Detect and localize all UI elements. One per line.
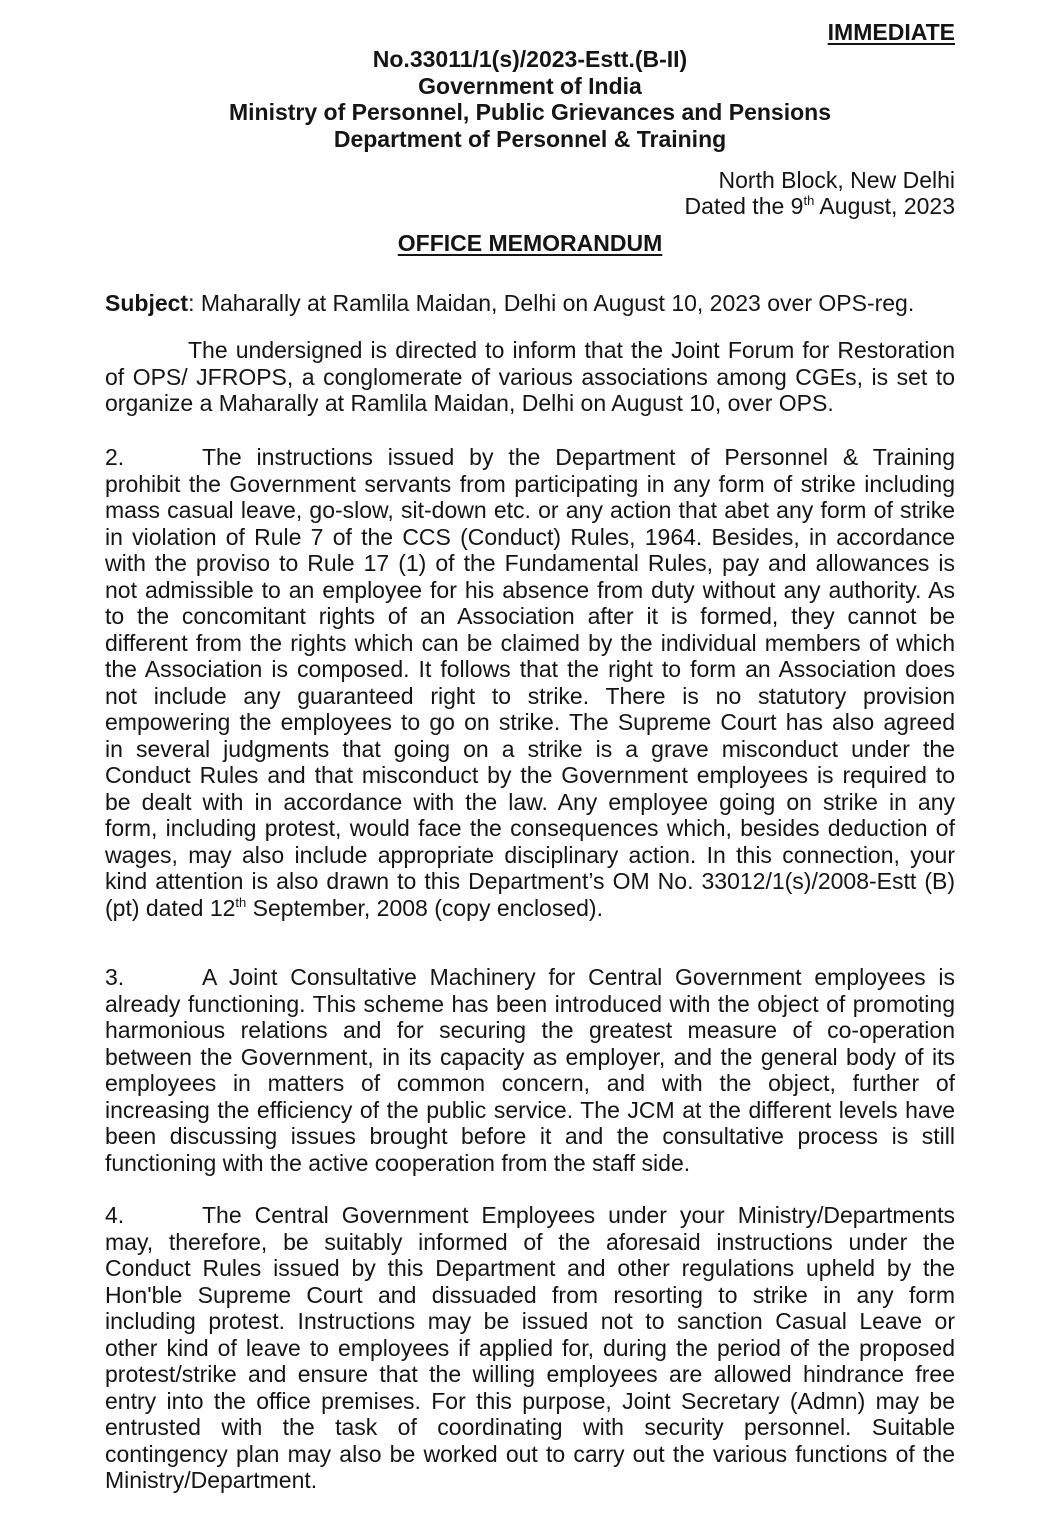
paragraph-line: contingency plan may also be worked out to carry out the various functions of the	[105, 1440, 955, 1467]
paragraph-line-text: The Central Government Employees under your Ministry/Departments	[202, 1202, 955, 1228]
paragraph-line: entry into the office premises. For this purpose, Joint Secretary (Admn) may be	[105, 1387, 955, 1414]
paragraph-line: in several judgments that going on a strike is a grave misconduct under the	[105, 735, 955, 762]
line-text: (pt) dated 12	[105, 894, 236, 921]
paragraph-line: increasing the efficiency of the public service. The JCM at the different levels have	[105, 1096, 955, 1123]
paragraph-line: the Association is composed. It follows that the right to form an Association does	[105, 656, 955, 682]
paragraph-line: with the proviso to Rule 17 (1) of the Fundamental Rules, pay and allowances is	[105, 550, 955, 576]
paragraph-line-text: A Joint Consultative Machinery for Central Government employees is	[202, 964, 955, 990]
paragraph-line-text: The instructions issued by the Department of Personnel & Training	[202, 444, 955, 470]
paragraph-line: Conduct Rules and that misconduct by the Government employees is required to	[105, 762, 955, 788]
paragraph-line: Conduct Rules issued by this Department and other regulations upheld by the	[105, 1255, 955, 1281]
paragraph-2	[105, 444, 955, 921]
paragraph-line: mass casual leave, go-slow, sit-down etc. or any action that abet any form of strike	[105, 497, 955, 523]
memo-title-line	[105, 230, 955, 257]
paragraph-line: may, therefore, be suitably informed of the aforesaid instructions under the	[105, 1228, 955, 1255]
government-name: Government of India	[418, 72, 642, 99]
paragraph-line: form, including protest, would face the consequences which, besides deduction of	[105, 815, 955, 841]
paragraph-line: kind attention is also drawn to this Department’s OM No. 33012/1(s)/2008-Estt (B)	[105, 868, 955, 894]
paragraph-line: functioning with the active cooperation from the staff side.	[105, 1149, 691, 1176]
memo-title: OFFICE MEMORANDUM	[397, 230, 663, 256]
line-text: September, 2008 (copy enclosed).	[246, 894, 603, 921]
paragraph-line: be dealt with in accordance with the law. Any employee going on strike in any	[105, 788, 955, 815]
memo-subject	[105, 290, 955, 317]
paragraph-line: not include any guaranteed right to strike. There is no statutory provision	[105, 682, 955, 709]
paragraph-line: to the concomitant rights of an Association after it is formed, they cannot be	[105, 603, 955, 629]
paragraph-line: different from the rights which can be claimed by the individual members of which	[105, 629, 955, 656]
paragraph-line: in violation of Rule 7 of the CCS (Conduct) Rules, 1964. Besides, in accordance	[105, 523, 955, 550]
issue-date-ordinal: th	[803, 193, 815, 208]
paragraph-line: already functioning. This scheme has been introduced with the object of promoting	[105, 990, 955, 1017]
subject-label: Subject	[105, 290, 189, 316]
ministry-name: Ministry of Personnel, Public Grievances and Pensions	[228, 99, 831, 126]
paragraph-line	[105, 964, 955, 991]
memo-title-row	[105, 230, 955, 257]
paragraph-line: of OPS/ JFROPS, a conglomerate of various associations among CGEs, is set to	[105, 363, 955, 390]
paragraph-line: entrusted with the task of coordinating with security personnel. Suitable	[105, 1414, 955, 1440]
paragraph-line	[105, 1202, 955, 1229]
paragraph-line: Hon'ble Supreme Court and dissuaded from resorting to strike in any form	[105, 1281, 955, 1308]
paragraph-line	[105, 444, 955, 471]
issue-place: North Block, New Delhi	[718, 167, 955, 193]
file-number: No.33011/1(s)/2023-Estt.(B-II)	[372, 45, 688, 72]
issue-date-rest: August, 2023	[814, 193, 955, 219]
paragraph-4	[105, 1202, 955, 1494]
paragraph-line: harmonious relations and for securing the greatest measure of co-operation	[105, 1017, 955, 1043]
paragraph-line	[105, 895, 955, 922]
paragraph-line: empowering the employees to go on strike. The Supreme Court has also agreed	[105, 709, 955, 735]
paragraph-line: wages, may also include appropriate disciplinary action. In this connection, your	[105, 841, 955, 868]
issue-date-text: Dated the 9	[684, 193, 804, 219]
department-name: Department of Personnel & Training	[333, 126, 727, 152]
paragraph-line: other kind of leave to employees if applied for, during the period of the proposed	[105, 1334, 955, 1361]
paragraph-1	[105, 337, 955, 417]
paragraph-line: protest/strike and ensure that the willing employees are allowed hindrance free	[105, 1361, 955, 1387]
paragraph-line: not admissible to an employee for his absence from duty without any authority. As	[105, 576, 955, 603]
paragraph-number: 4.	[105, 1202, 125, 1228]
subject-text: : Maharally at Ramlila Maidan, Delhi on August 10, 2023 over OPS-reg.	[188, 290, 915, 316]
paragraph-line: Ministry/Department.	[105, 1467, 318, 1493]
date-ordinal: th	[235, 894, 247, 910]
issue-details	[105, 167, 955, 219]
priority-marking: IMMEDIATE	[827, 19, 955, 45]
paragraph-3	[105, 964, 955, 1176]
paragraph-line: including protest. Instructions may be issued not to sanction Casual Leave or	[105, 1308, 955, 1334]
subject-line	[105, 290, 955, 317]
paragraph-line: been discussing issues brought before it and the consultative process is still	[105, 1123, 955, 1149]
paragraph-line: employees in matters of common concern, and with the object, further of	[105, 1070, 955, 1096]
memo-letterhead	[105, 19, 955, 153]
issue-date	[105, 193, 955, 219]
paragraph-number: 3.	[105, 964, 125, 990]
paragraph-line: between the Government, in its capacity as employer, and the general body of its	[105, 1043, 955, 1070]
paragraph-line: The undersigned is directed to inform that the Joint Forum for Restoration	[188, 337, 955, 363]
priority-row	[105, 19, 955, 46]
paragraph-line: prohibit the Government servants from participating in any form of strike including	[105, 470, 955, 497]
paragraph-number: 2.	[105, 444, 125, 470]
paragraph-line: organize a Maharally at Ramlila Maidan, Delhi on August 10, over OPS.	[105, 390, 834, 416]
